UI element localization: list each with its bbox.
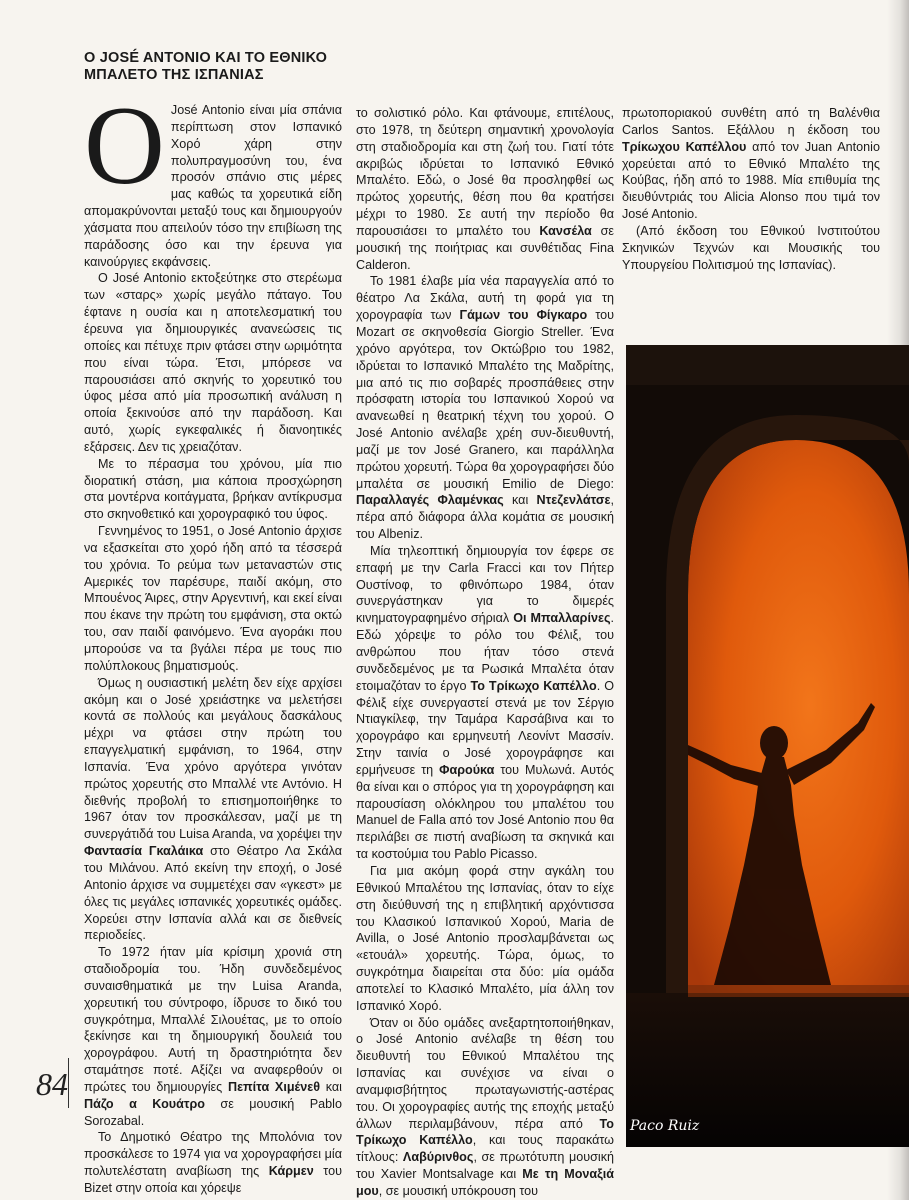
paragraph-text: από τον Juan Antonio χορεύεται από το Εθνικό Μπαλέτο της Κούβας, ήδη από το 1988. Μία επιθυμία της διευθύντριάς του Alicia Alonso που τιμά τον José Antonio. [622,139,880,222]
paragraph [622,105,880,223]
work-title: Τρίκωχου Καπέλλου [622,139,747,154]
work-title: Κανσέλα [539,223,592,238]
article-heading [84,50,384,84]
paragraph-text: . Ο Φέλιξ είχε συνεργαστεί στενά με τον Σέργιο Ντιαγκίλεφ, την Ταμάρα Καρσάβινα και το χορογράφο και ερμηνευτή Λεονίντ Μασσίν. Στην ταινία ο José χορογράφησε και ερμήνευσε τη [356,678,614,777]
paragraph [356,543,614,863]
paragraph: Για μια ακόμη φορά στην αγκάλη του Εθνικού Μπαλέτου της Ισπανίας, όταν το είχε στη διεύθυνσή της η επιβλητική αρχόντισσα του Κλασικού Ισπανικού Χορού, Maria de Avilla, ο José Antonio προσλαμβάνεται ως «ετουάλ» χορευτής. Τώρα, όμως, το συγκρότημα διαιρείται στα δύο: μία ομάδα αποτελεί το Κλασικό Μπαλέτο, μία άλλη τον Ισπανικό Χορό. [356,863,614,1013]
paragraph-text: του Mozart σε σκηνοθεσία Giorgio Streller. Ένα χρόνο αργότερα, τον Οκτώβριο του 1982, ιδρύεται το Ισπανικό Μπαλέτο της Μαδρίτης, μια από τις πιο σοβαρές προσπάθειες στην πρόσφατη ιστορία του Ισπανικού Χορού να ανανεωθεί η θεατρική τέχνη του χορού. Ο José Antonio ανέλαβε χρέη συν-διευθυντή, μαζί με τον José Granero, και παράλληλα πρώτου χορευτή. Τώρα θα χορογραφήσει δύο μπαλέτα σε μουσική Emilio de Diego: [356,308,615,491]
paragraph-text: σε μουσική της ποιήτριας και συνθέτιδας Fina Calderon. [356,223,614,272]
work-title: Το Τρίκωχο Καπέλλο [470,678,597,693]
page-number: 84 [36,1066,68,1102]
paragraph-text: πρωτοποριακού συνθέτη από τη Βαλένθια Carlos Santos. Εξάλλου η έκδοση του [622,106,880,137]
work-title: Κάρμεν [268,1164,314,1179]
work-title: Λαβύρινθος [402,1150,474,1165]
text-column-1 [84,84,342,1197]
heading-line-2: ΜΠΑΛΕΤΟ ΤΗΣ ΙΣΠΑΝΙΑΣ [84,67,264,83]
paragraph: (Από έκδοση του Εθνικού Ινστιτούτου Σκηνικών Τεχνών και Μουσικής του Υπουργείου Πολιτισμού της Ισπανίας). [622,223,880,272]
work-title: Φαντασία Γκαλάικα [84,844,204,859]
paragraph-text: , και τους παρακάτω τίτλους: [356,1133,615,1165]
paragraph-text: σε μουσική Pablo Sorozabal. [84,1096,342,1128]
paragraph [356,105,614,273]
paragraph-text: Μία τηλεοπτική δημιουργία τον έφερε σε επαφή με την Carla Fracci και τον Πήτερ Ουστίνοφ, το φθινόπωρο 1984, όταν συνεργάστηκαν για το διμερές κινηματογραφημένο σήριαλ [356,543,614,626]
paragraph-text: Το 1972 ήταν μία κρίσιμη χρονιά στη σταδιοδρομία του. Ήδη συνδεδεμένος συναισθηματικά με την Luisa Aranda, χορευτική του σύντροφο, ίδρυσε το δικό του συγκρότημα, Μπαλλέ Σιλουέτας, με το οποίο ξεκίνησε και τη δημιουργική δουλειά του χορογράφου. Αυτή τη δραστηριότητα δεν σταμάτησε ποτέ. Αξίζει να αναφερθούν οι πρώτες του δημιουργίες [84,945,342,1094]
drop-cap: Ο [84,84,165,208]
text-column-2 [356,105,614,1200]
work-title: Με τη Μοναξιά μου [356,1167,614,1198]
paragraph [84,675,342,945]
work-title: Παραλλαγές Φλαμένκας [356,493,504,508]
paragraph: Με το πέρασμα του χρόνου, μία πιο διορατική στάση, μια κάποια προσχώρηση στα μοντέρνα κοιτάγματα, βρήκαν αντίκρυσμα στο σκηνοθετικό και χορογραφικό του ύφος. [84,456,342,522]
photo-credit: Paco Ruiz [630,1118,700,1134]
paragraph-text: του Μυλωνά. Αυτός θα είναι και ο σπόρος για τη χορογράφηση και παρουσίαση ολόκληρου του μπαλέτου του Manuel de Falla από τον José Antonio που θα περιλάβει σε πιστή αναβίωση τα σκηνικά και τα κοστούμια του Pablo Picasso. [356,762,615,862]
paragraph-text: , σε μουσική υπόκρουση του [378,1184,539,1198]
paragraph-text: , πέρα από διάφορα άλλα κομάτια σε μουσική του Albeniz. [356,493,614,542]
paragraph-text: Όμως η ουσιαστική μελέτη δεν είχε αρχίσει ακόμη και ο José χρειάστηκε να μελετήσει κοντά σε πολλούς και μεγάλους δασκάλους μέχρι να φτάσει στην πρώτη του επαγγελματική εμφάνιση, το 1964, στην Ισπανία. Ένα χρόνο αργότερα γινόταν πρώτος χορευτής στο Μπαλλέ ντε Αντόνιο. Η διεθνής προβολή το επισημοποιήθηκε το 1967 όταν τον προσκάλεσαν, μαζί με τη συνεργάτιδά του Luisa Aranda, να χορέψει την [84,675,342,842]
work-title: Το Τρίκωχο Καπέλλο [356,1116,614,1148]
paragraph [356,273,614,543]
paragraph-text: Το 1981 έλαβε μία νέα παραγγελία από το θέατρο Λα Σκάλα, αυτή τη φορά για τη χορογραφία των [356,274,614,323]
text-column-3 [622,105,880,273]
paragraph-text: José Antonio είναι μία σπάνια περίπτωση στον Ισπανικό Χορό χάρη στην πολυπραγμοσύνη του, ένα προσόν σπάνιο στις μέρες μας καθώς τα χορευτικά είδη απομακρύνονται μεταξύ τους και δημιουργούν χάσματα που απειλούν τόσο την επιβίωση της παράδοσης όσο και την έρευνα για καινούργιες εκφάνσεις. [84,103,342,269]
paragraph-text: και [320,1079,342,1094]
paragraph-text: Το Δημοτικό Θέατρο της Μπολόνια τον προσκάλεσε το 1974 για να χορογραφήσει μία πολυτελέστατη αναβίωση της [84,1130,342,1179]
work-title: Φαρούκα [439,762,495,777]
work-title: Πεπίτα Χιμένεθ [227,1079,321,1094]
paragraph-text: Όταν οι δύο ομάδες ανεξαρτητοποιήθηκαν, ο José Antonio ανέλαβε τη θέση του διευθυντή του Εθνικού Μπαλέτου της Ισπανίας και συνέχισε να είναι ο αναμφισβήτητος πρωταγωνιστής-αστέρας του. Οι χορογραφίες αυτής της εποχής μεταξύ άλλων περιλαμβάνουν, πέρα από [356,1015,614,1131]
heading-line-1: Ο JOSÉ ANTONIO ΚΑΙ ΤΟ ΕΘΝΙΚΟ [84,50,328,66]
paragraph-text: στο Θέατρο Λα Σκάλα του Μιλάνου. Από εκείνη την εποχή, ο José Antonio άρχισε να συμμετέχει σαν «γκεστ» με όλες τις μεγάλες ισπανικές χορευτικές ομάδες. Χορεύει στην Ισπανία αλλά και σε διεθνείς περιοδείες. [84,844,342,943]
paragraph: Γεννημένος το 1951, ο José Antonio άρχισε να εξασκείται στο χορό ήδη από τα τέσσερά του χρόνια. Το ρεύμα των μεταναστών στις Αμερικές τον παρέσυρε, παιδί ακόμη, στο Μπουένος Άιρες, στην Αργεντινή, και εκεί είναι που έκανε την πρώτη του εμφάνιση, στα οκτώ του, σαν παιδί φαινόμενο. Ένα αγοράκι που μπορούσε να τα βγάλει πέρα με τους πιο πολύπλοκους βηματισμούς. [84,524,342,673]
paragraph [84,84,342,270]
paragraph-text: και [503,493,537,508]
paragraph-text: , σε πρωτότυπη μουσική του Xavier Montsalvage και [356,1150,615,1182]
paragraph-text: . Εδώ χόρεψε το ρόλο του Φέλιξ, του ανθρώπου που ήταν τόσο στενά συνδεδεμένος με τα Ρωσικά Μπαλέτα όταν ετοιμαζόταν το έργο [356,611,614,693]
paragraph [84,1129,342,1196]
work-title: Ντεζενλάτσε [536,493,611,508]
paragraph: Ο José Antonio εκτοξεύτηκε στο στερέωμα των «σταρς» χωρίς μεγάλο πάταγο. Του έφτανε η ουσία και η αποτελεσματική του έρευνα για δημιουργικές ανανεώσεις τις οποίες και πέτυχε πριν φτάσει στην ωριμότητα που είναι τώρα. Έτσι, μπόρεσε να παρουσιάσει από σκηνής το χορευτικό του ύφος μέσα από μία προσωπική ανάλυση η οποία ξεκινούσε από την παράδοση. Και αυτό, χωρίς εγκεφαλικές ή διανοητικές εξάρσεις. Δεν τις χρειαζόταν. [84,271,342,454]
paragraph [84,944,342,1129]
work-title: Πάζο α Κουάτρο [84,1096,205,1111]
work-title: Οι Μπαλλαρίνες [513,611,611,626]
page-number-rule [68,1058,69,1108]
paragraph-text: το σολιστικό ρόλο. Και φτάνουμε, επιτέλους, στο 1978, τη δεύτερη σημαντική χρονολογία στη σταδιοδρομία και στη ζωή του. Γιατί τότε ακριβώς ιδρύεται το Ισπανικό Εθνικό Μπαλέτο. Εδώ, ο José θα προσληφθεί ως πρώτος χορευτής, θέση που θα κρατήσει μέχρι το 1980. Σε αυτή την περίοδο θα παρουσιάσει το μπαλέτο του [356,106,614,238]
work-title: Γάμων του Φίγκαρο [459,308,588,323]
paragraph [356,1015,614,1200]
dancer-silhouette-photo [626,345,909,1147]
paragraph-text: του Bizet στην οποία και χόρεψε [84,1164,342,1195]
